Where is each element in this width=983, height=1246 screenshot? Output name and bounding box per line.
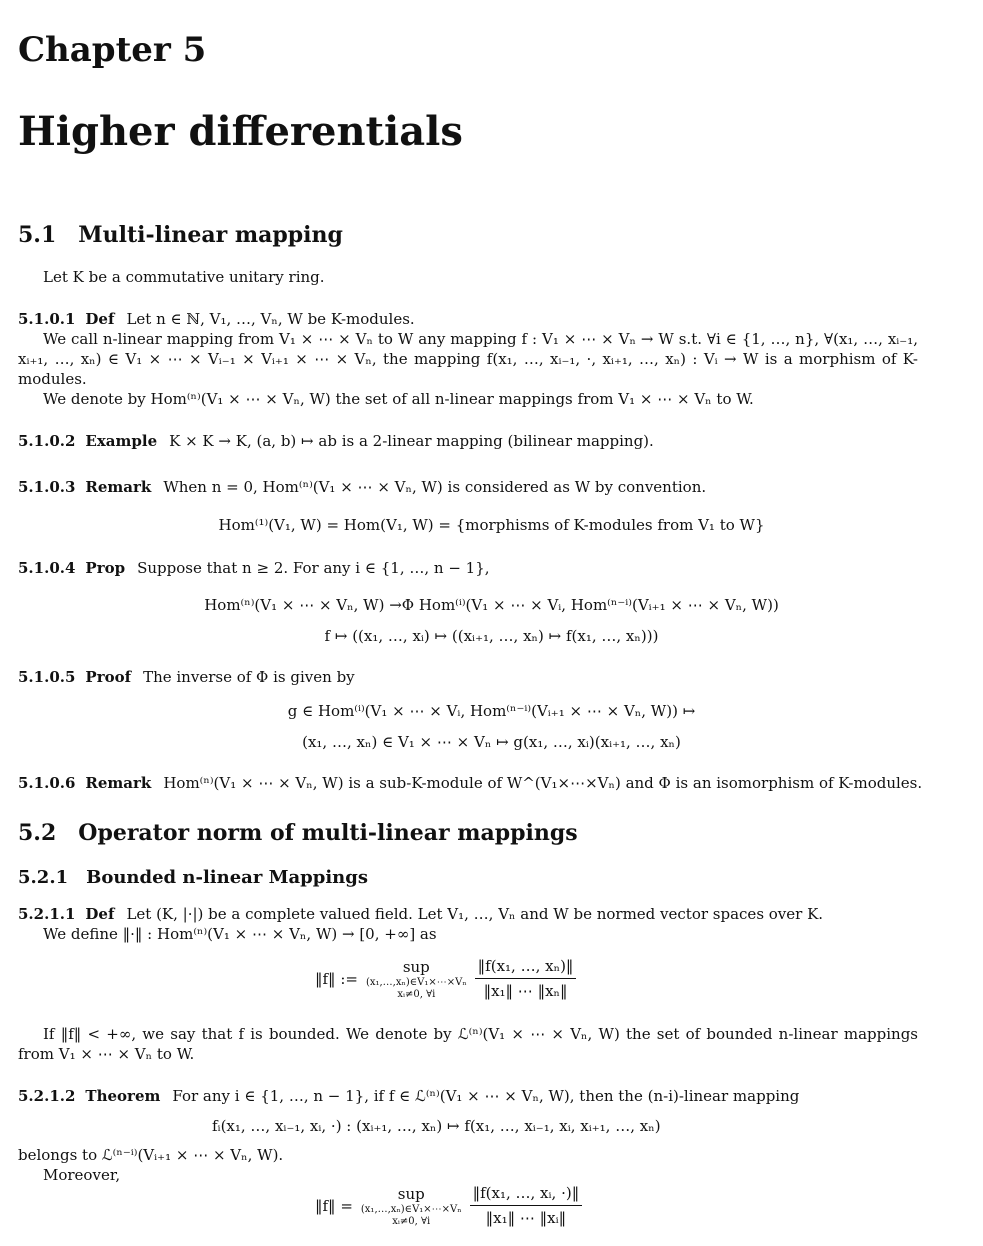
- item-kind: Proof: [85, 668, 132, 686]
- sup-operator: [361, 1184, 462, 1228]
- fraction-numerator: ‖f(x₁, …, xₙ)‖: [475, 956, 577, 979]
- prop-5-1-0-4: [18, 558, 490, 578]
- theorem-text: For any i ∈ {1, …, n − 1}, if f ∈ ℒ⁽ⁿ⁾(V₁ × ⋯ × Vₙ, W), then the (n-i)-linear mapping: [172, 1087, 800, 1105]
- theorem-5-2-1-2: [18, 1086, 799, 1106]
- sup-label: sup: [402, 957, 430, 976]
- theorem-equation: fᵢ(x₁, …, xᵢ₋₁, xᵢ, ·) : (xᵢ₊₁, …, xₙ) ↦ f(x₁, …, xᵢ₋₁, xᵢ, xᵢ₊₁, …, xₙ): [212, 1117, 661, 1135]
- def-line-1: Let n ∈ ℕ, V₁, …, Vₙ, W be K-modules.: [126, 310, 415, 328]
- remark-text: Hom⁽ⁿ⁾(V₁ × ⋯ × Vₙ, W) is a sub-K-module of W^(V₁×⋯×Vₙ) and Φ is an isomorphism of K-modules.: [163, 774, 923, 792]
- subsection-title-5-2-1: 5.2.1 Bounded n-linear Mappings: [18, 867, 368, 888]
- remark-equation: Hom⁽¹⁾(V₁, W) = Hom(V₁, W) = {morphisms of K-modules from V₁ to W}: [218, 516, 765, 534]
- theorem-line-3: Moreover,: [43, 1166, 121, 1184]
- item-label: 5.2.1.1: [18, 905, 76, 923]
- proof-equation-1: g ∈ Hom⁽ⁱ⁾(V₁ × ⋯ × Vᵢ, Hom⁽ⁿ⁻ⁱ⁾(Vᵢ₊₁ × ⋯ × Vₙ, W)) ↦: [287, 702, 696, 720]
- remark-5-1-0-3: [18, 477, 706, 497]
- item-label: 5.1.0.6: [18, 774, 76, 792]
- sup-subscript-1: (x₁,…,xₙ)∈V₁×⋯×Vₙ: [360, 1203, 462, 1215]
- proof-text: The inverse of Φ is given by: [143, 668, 355, 686]
- item-label: 5.1.0.5: [18, 668, 76, 686]
- theorem-line-2: belongs to ℒ⁽ⁿ⁻ⁱ⁾(Vᵢ₊₁ × ⋯ × Vₙ, W).: [18, 1146, 284, 1164]
- sup-operator: [366, 957, 467, 1001]
- norm-fraction: [475, 956, 577, 1001]
- intro-text: Let K be a commutative unitary ring.: [43, 268, 325, 286]
- norm-definition-formula: [315, 956, 576, 1001]
- def-line-2: We define ‖·‖ : Hom⁽ⁿ⁾(V₁ × ⋯ × Vₙ, W) → [0, +∞] as: [43, 925, 437, 943]
- def-line-3: If ‖f‖ < +∞, we say that f is bounded. We denote by ℒ⁽ⁿ⁾(V₁ × ⋯ × Vₙ, W) the set of bounded n-linear mappings from V₁ × ⋯ × Vₙ to W.: [18, 1025, 918, 1063]
- chapter-title: Higher differentials: [18, 108, 463, 155]
- item-kind: Remark: [85, 774, 152, 792]
- item-kind: Remark: [85, 478, 152, 496]
- sup-subscript-1: (x₁,…,xₙ)∈V₁×⋯×Vₙ: [365, 976, 467, 988]
- item-kind: Example: [85, 432, 158, 450]
- proof-equation-2: (x₁, …, xₙ) ∈ V₁ × ⋯ × Vₙ ↦ g(x₁, …, xᵢ)(xᵢ₊₁, …, xₙ): [302, 733, 681, 751]
- example-text: K × K → K, (a, b) ↦ ab is a 2-linear mapping (bilinear mapping).: [169, 432, 654, 450]
- item-label: 5.1.0.4: [18, 559, 76, 577]
- def-line-3: We denote by Hom⁽ⁿ⁾(V₁ × ⋯ × Vₙ, W) the set of all n-linear mappings from V₁ × ⋯ × Vₙ to W.: [43, 390, 754, 408]
- prop-equation-1: Hom⁽ⁿ⁾(V₁ × ⋯ × Vₙ, W) →Φ Hom⁽ⁱ⁾(V₁ × ⋯ × Vᵢ, Hom⁽ⁿ⁻ⁱ⁾(Vᵢ₊₁ × ⋯ × Vₙ, W)): [204, 596, 779, 614]
- definition-5-2-1-1: [18, 904, 918, 944]
- item-label: 5.2.1.2: [18, 1087, 76, 1105]
- norm-lhs: ‖f‖ =: [315, 1196, 353, 1215]
- norm-fraction: [470, 1183, 583, 1228]
- def-line-1: Let (K, |·|) be a complete valued field. Let V₁, …, Vₙ and W be normed vector spaces over K.: [126, 905, 824, 923]
- def-line-2: We call n-linear mapping from V₁ × ⋯ × Vₙ to W any mapping f : V₁ × ⋯ × Vₙ → W s.t. ∀i ∈ {1, …, n}, ∀(x₁, …, xᵢ₋₁, xᵢ₊₁, …, xₙ) ∈ V₁ × ⋯ × Vᵢ₋₁ × Vᵢ₊₁ × ⋯ × Vₙ, the mapping f(x₁, …, xᵢ₋₁, ·, xᵢ₊₁, …, xₙ) : Vᵢ → W is a morphism of K-modules.: [18, 330, 918, 388]
- norm-lhs: ‖f‖ :=: [315, 969, 358, 988]
- item-kind: Theorem: [85, 1087, 161, 1105]
- chapter-label: Chapter 5: [18, 30, 207, 70]
- item-label: 5.1.0.3: [18, 478, 76, 496]
- remark-5-1-0-6: [18, 773, 922, 793]
- prop-text: Suppose that n ≥ 2. For any i ∈ {1, …, n − 1},: [137, 559, 490, 577]
- item-kind: Def: [85, 905, 115, 923]
- item-label: 5.1.0.1: [18, 310, 76, 328]
- sup-label: sup: [397, 1184, 425, 1203]
- item-kind: Prop: [85, 559, 126, 577]
- fraction-denominator: ‖x₁‖ ⋯ ‖xᵢ‖: [485, 1209, 567, 1227]
- section-title-5-2: 5.2 Operator norm of multi-linear mappings: [18, 820, 578, 846]
- sup-subscript-2: xᵢ≠0, ∀i: [392, 1215, 431, 1227]
- fraction-numerator: ‖f(x₁, …, xᵢ, ·)‖: [470, 1183, 583, 1206]
- fraction-denominator: ‖x₁‖ ⋯ ‖xₙ‖: [483, 982, 568, 1000]
- sup-subscript-2: xᵢ≠0, ∀i: [397, 988, 436, 1000]
- example-5-1-0-2: [18, 431, 654, 451]
- section-title-5-1: 5.1 Multi-linear mapping: [18, 222, 343, 248]
- proof-5-1-0-5: [18, 667, 355, 687]
- item-label: 5.1.0.2: [18, 432, 76, 450]
- remark-text: When n = 0, Hom⁽ⁿ⁾(V₁ × ⋯ × Vₙ, W) is considered as W by convention.: [163, 478, 707, 496]
- definition-5-1-0-1: [18, 309, 918, 409]
- norm-equality-formula: [315, 1183, 582, 1228]
- item-kind: Def: [85, 310, 115, 328]
- prop-equation-2: f ↦ ((x₁, …, xᵢ) ↦ ((xᵢ₊₁, …, xₙ) ↦ f(x₁, …, xₙ))): [324, 627, 659, 645]
